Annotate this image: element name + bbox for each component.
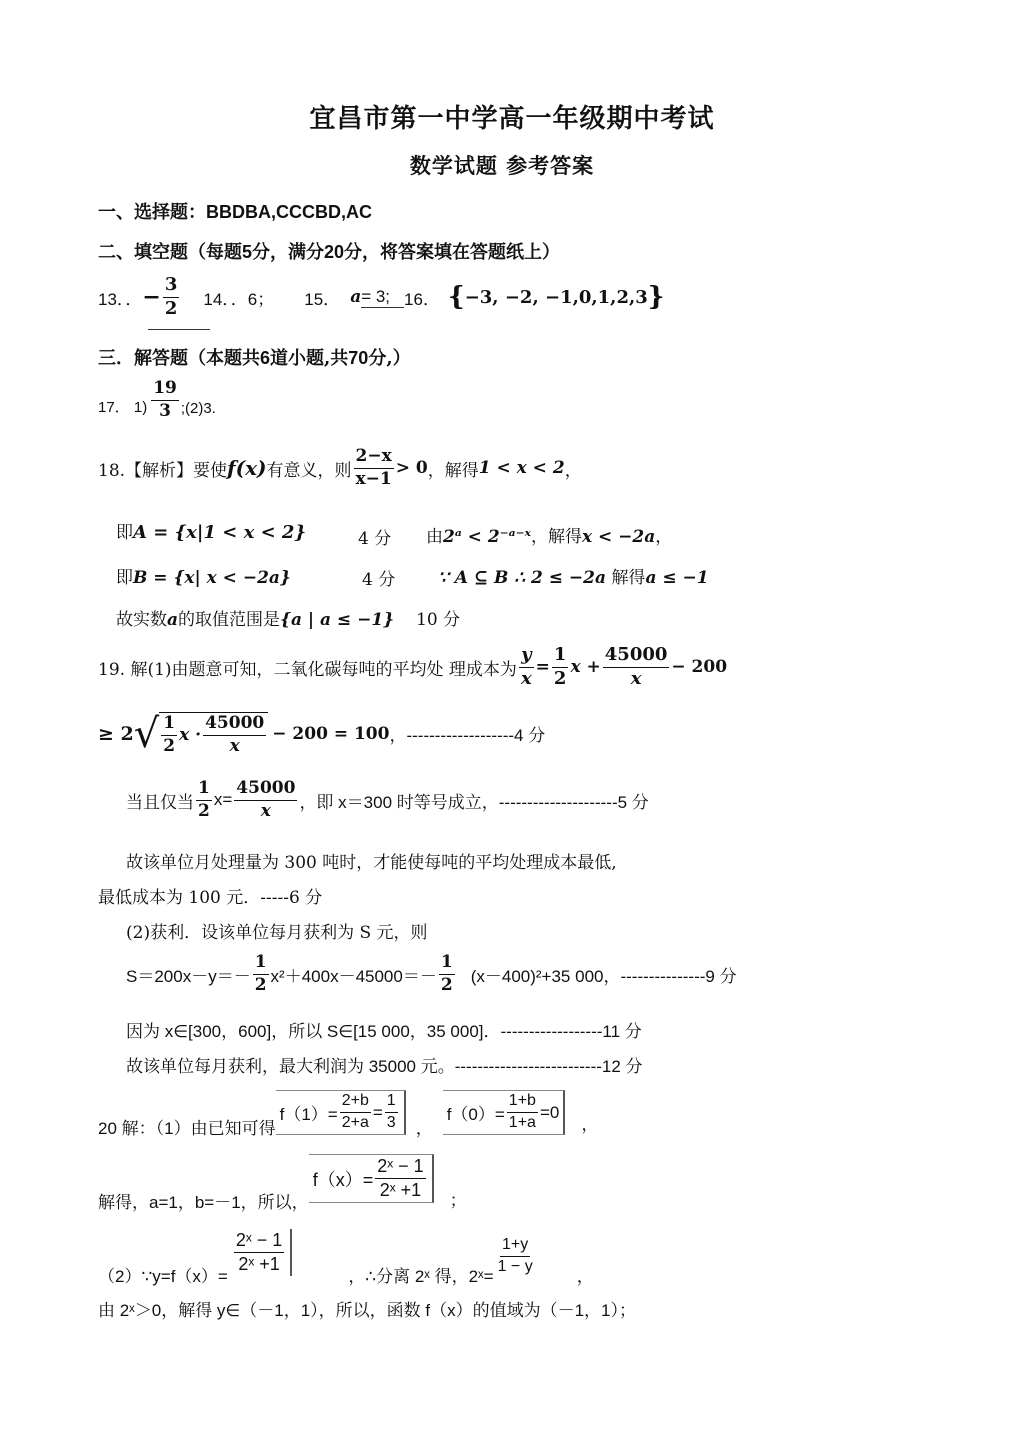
fill-label-mid: 分，满分 — [252, 242, 325, 263]
page-subtitle: 数学试题 参考答案 — [409, 153, 595, 178]
p19-l1-frac-y — [519, 646, 534, 689]
p20-f1-num: 2+b — [340, 1093, 371, 1113]
p17-label: 17． 1) — [98, 398, 148, 416]
p19-l7-frac1 — [253, 954, 269, 995]
q13-num: 3 — [163, 276, 180, 298]
p20-line2 — [98, 1144, 467, 1213]
p18-line2-right — [426, 522, 672, 547]
p18-fx: f(x) — [227, 456, 267, 481]
p19-line4: 故该单位月处理量为 300 吨时，才能使每吨的平均处理成本最低, — [126, 853, 617, 873]
p18-l2-score: 4 分 — [358, 529, 392, 549]
problem-17 — [98, 380, 216, 421]
p20-l3-num2: 1+y — [500, 1237, 530, 1257]
p19-l3-a: 当且仅当 — [126, 792, 194, 813]
section-solve — [98, 344, 411, 370]
solve-label-mid: 道小题,共 — [270, 348, 349, 369]
p20-l1-a: 20 解：（1）由已知可得 — [98, 1119, 276, 1138]
p19-l2-ge: ≥ 2 — [98, 722, 134, 745]
p20-f0: f（0）= — [446, 1105, 505, 1124]
p18-l2-a: 即 — [116, 523, 133, 543]
p18-ineq: 2ᵃ < 2⁻ᵃ⁻ˣ — [443, 527, 531, 547]
p18-line3-right — [438, 563, 709, 588]
p20-l2-a: 解得，a=1，b=－1，所以， — [98, 1193, 309, 1212]
p18-l4-score: 10 分 — [416, 610, 461, 630]
p20-l3-frac — [234, 1231, 284, 1274]
p19-l7-c: (x－400)²+35 000，---------------9 分 — [470, 966, 737, 986]
p19-line1 — [98, 646, 727, 689]
fill-score-total: 20 — [324, 242, 345, 262]
p20-l3-b: ，∴分离 2ˣ 得，2ˣ= — [348, 1267, 494, 1286]
p20-line3 — [98, 1218, 594, 1287]
q15-label: 15． — [304, 289, 341, 309]
section-choice-label: 一、选择题： — [98, 202, 206, 223]
fill-label-end: 分，将答案填在答题纸上） — [344, 242, 561, 263]
p19-l1-bn: 45000 — [603, 646, 670, 668]
p20-f1-box — [276, 1090, 406, 1135]
p19-l7-hd2: 2 — [440, 974, 453, 995]
p20-f1-den: 2+a — [341, 1114, 369, 1131]
p19-l2-tail: ，-------------------4 分 — [389, 726, 546, 746]
p19-l2-hd: 2 — [163, 735, 176, 756]
p17-den: 3 — [159, 400, 171, 421]
p18-l2-c: ，解得 — [530, 527, 582, 547]
p18-l2-res: x < −2a — [581, 527, 656, 547]
fill-answers: 13．． − $\frac{3}{2}$ 14．．6； 15． a = 3; 16． { −3, −2, −1,0,1,2,3 } — [98, 274, 665, 319]
p18-l2-comma: ， — [655, 527, 673, 547]
p20-fx-den: 2ˣ +1 — [379, 1180, 422, 1200]
p18-l4-a: 故实数 — [116, 610, 167, 630]
section-fill-label: 二、填空题（每题 — [98, 242, 242, 263]
choice-answers: BBDBA,CCCBD,AC — [206, 202, 372, 222]
p19-line7 — [126, 954, 737, 995]
p18-line3 — [116, 563, 291, 588]
p19-line5: 最低成本为 100 元．-----6 分 — [98, 888, 323, 908]
p18-l1-d: ，解得 — [427, 460, 479, 481]
solve-count: 6 — [260, 348, 271, 368]
p18-l1-comma: ， — [564, 460, 582, 481]
q16-label: 16． — [404, 289, 440, 309]
p20-l1-end: ， — [581, 1115, 599, 1134]
p19-l1-hn: 1 — [552, 646, 569, 668]
p19-l2-end: − 200 = 100 — [272, 723, 390, 744]
p20-l3-frac2 — [496, 1237, 535, 1276]
p20-f1-res-num: 1 — [385, 1093, 398, 1113]
p20-f0-eq: =0 — [539, 1102, 560, 1122]
p19-l1-eq: = — [535, 657, 550, 678]
p19-l7-a: S＝200x－y＝－ — [126, 966, 251, 986]
p18-l4-var: a — [167, 610, 179, 630]
p19-l2-frac-half — [161, 715, 177, 756]
p19-l1-x: x + — [570, 657, 601, 678]
p19-line9: 故该单位每月获利，最大利润为 35000 元。--------------------------12 分 — [126, 1057, 643, 1076]
p19-l2-frac-big — [203, 715, 266, 756]
p19-l1-frac-half — [552, 646, 569, 689]
solve-score: 70 — [348, 348, 369, 368]
p20-l3-a: （2）∵y=f（x）= — [98, 1267, 228, 1286]
p18-num: 2−x — [354, 448, 394, 469]
p19-l7-hd: 2 — [254, 974, 267, 995]
p20-l2-end: ； — [449, 1191, 467, 1210]
section-fill — [98, 238, 560, 264]
p19-l3-b: x= — [213, 790, 233, 810]
p19-l3-hd: 2 — [198, 800, 210, 821]
q13-underline — [148, 329, 210, 330]
q13-sign: − — [142, 284, 161, 311]
p19-l3-frac-big — [234, 780, 297, 821]
p20-l1-sep: ， — [415, 1119, 433, 1138]
p18-l3-score: 4 分 — [362, 570, 396, 590]
p18-line2 — [116, 518, 306, 543]
p19-l1-hd: 2 — [553, 667, 567, 689]
p19-l7-frac2 — [439, 954, 455, 995]
p18-l3-a: 即 — [116, 568, 133, 588]
solve-label-end: 分,） — [368, 348, 411, 369]
p19-l3-frac-half — [196, 780, 212, 821]
p19-l1-end: − 200 — [671, 657, 728, 678]
p18-fraction — [354, 448, 394, 489]
q14-answer: 14．．6； — [203, 289, 275, 309]
p19-line6: (2)获利．设该单位每月获利为 S 元，则 — [126, 923, 428, 943]
p18-den: x−1 — [355, 468, 392, 489]
p20-f0-num: 1+b — [507, 1093, 538, 1113]
p18-range: 1 < x < 2 — [478, 458, 565, 479]
p19-l1-yd: x — [520, 667, 532, 689]
p17-num: 19 — [151, 380, 179, 401]
p19-line8: 因为 x∈[300，600]，所以 S∈[15 000，35 000]．------------------11 分 — [126, 1022, 642, 1041]
p20-fx-num: 2ˣ − 1 — [375, 1157, 425, 1179]
p19-l7-hn: 1 — [253, 954, 269, 975]
fill-score-each: 5 — [242, 242, 253, 262]
p19-l2-bd: x — [229, 735, 240, 756]
p20-f1-eq: = — [372, 1102, 383, 1122]
p20-line4: 由 2ˣ＞0，解得 y∈（－1，1），所以，函数 f（x）的值域为（－1，1）； — [98, 1301, 637, 1320]
p20-f1-res-den: 3 — [386, 1114, 396, 1131]
p19-l3-hn: 1 — [196, 780, 212, 801]
p18-l4-b: 的取值范围是 — [178, 610, 281, 630]
p18-l1-a: 18.【解析】要使 — [98, 460, 228, 481]
p20-fx: f（x）= — [312, 1169, 374, 1190]
q13-label: 13．． — [98, 289, 143, 309]
p19-l3-bd: x — [260, 800, 271, 821]
p18-l1-b: 有意义，则 — [266, 460, 352, 481]
p19-line2 — [98, 712, 545, 756]
section-solve-label: 三．解答题（本题共 — [98, 348, 260, 369]
p20-f1: f（1）= — [279, 1105, 338, 1124]
p19-l3-c: ，即 x＝300 时等号成立，---------------------5 分 — [299, 792, 649, 812]
p19-line3 — [126, 780, 649, 821]
section-choice — [98, 198, 372, 224]
p20-f1-frac-res — [385, 1093, 398, 1132]
q15-value: = 3; — [361, 287, 404, 308]
p19-l1-yn: y — [519, 646, 533, 668]
p20-f0-frac — [507, 1093, 538, 1132]
p20-f0-box — [443, 1090, 566, 1135]
q13-fraction — [163, 276, 180, 319]
p19-l2-x: x · — [179, 725, 202, 746]
p20-f0-den: 1+a — [508, 1114, 536, 1131]
p18-l3-res: a ≤ −1 — [645, 568, 709, 588]
p20-l3-box — [228, 1229, 292, 1276]
p19-l7-hn2: 1 — [439, 954, 455, 975]
p19-l7-b: x²＋400x－45000＝－ — [270, 966, 437, 986]
p18-gt0: > 0 — [395, 458, 428, 479]
p18-setB: B = {x| x < −2a} — [133, 568, 291, 588]
p18-line4 — [116, 605, 460, 630]
p17-fraction — [151, 380, 179, 421]
p18-setA: A = {x|1 < x < 2} — [133, 522, 307, 543]
p19-l3-bn: 45000 — [234, 780, 297, 801]
q15-var: a — [350, 287, 362, 308]
p18-subset: ∵ A ⊆ B ∴ 2 ≤ −2a — [438, 568, 607, 588]
p18-line1 — [98, 448, 582, 489]
p17-rest: ;(2)3. — [180, 399, 216, 417]
p20-l3-den2: 1 − y — [497, 1258, 533, 1275]
p19-l2-bn: 45000 — [203, 715, 266, 736]
p20-l3-end: ， — [576, 1267, 594, 1286]
p19-l1-bd: x — [630, 667, 642, 689]
p19-l1-text: 19. 解(1)由题意可知，二氧化碳每吨的平均处 理成本为 — [98, 659, 517, 680]
page-title: 宜昌市第一中学高一年级期中考试 — [309, 104, 715, 134]
p19-l1-frac-big — [603, 646, 670, 689]
p18-l4-set: {a | a ≤ −1} — [280, 610, 395, 630]
p19-l2-hn: 1 — [161, 715, 177, 736]
p18-l3-c: 解得 — [611, 568, 646, 588]
p18-l2-b: 由 — [426, 527, 443, 547]
q13-den: 2 — [164, 297, 178, 319]
q16-set: −3, −2, −1,0,1,2,3 — [464, 286, 648, 308]
p19-sqrt: √ $\frac{1}{2}$ x · $\frac{45000}{x}$ — [134, 712, 268, 756]
p20-l3-num: 2ˣ − 1 — [234, 1231, 284, 1253]
p20-fx-frac — [375, 1157, 425, 1200]
p20-l3-den: 2ˣ +1 — [238, 1254, 280, 1274]
p20-line1 — [98, 1086, 598, 1139]
p20-fx-box — [309, 1154, 434, 1203]
p20-f1-frac — [340, 1093, 371, 1132]
